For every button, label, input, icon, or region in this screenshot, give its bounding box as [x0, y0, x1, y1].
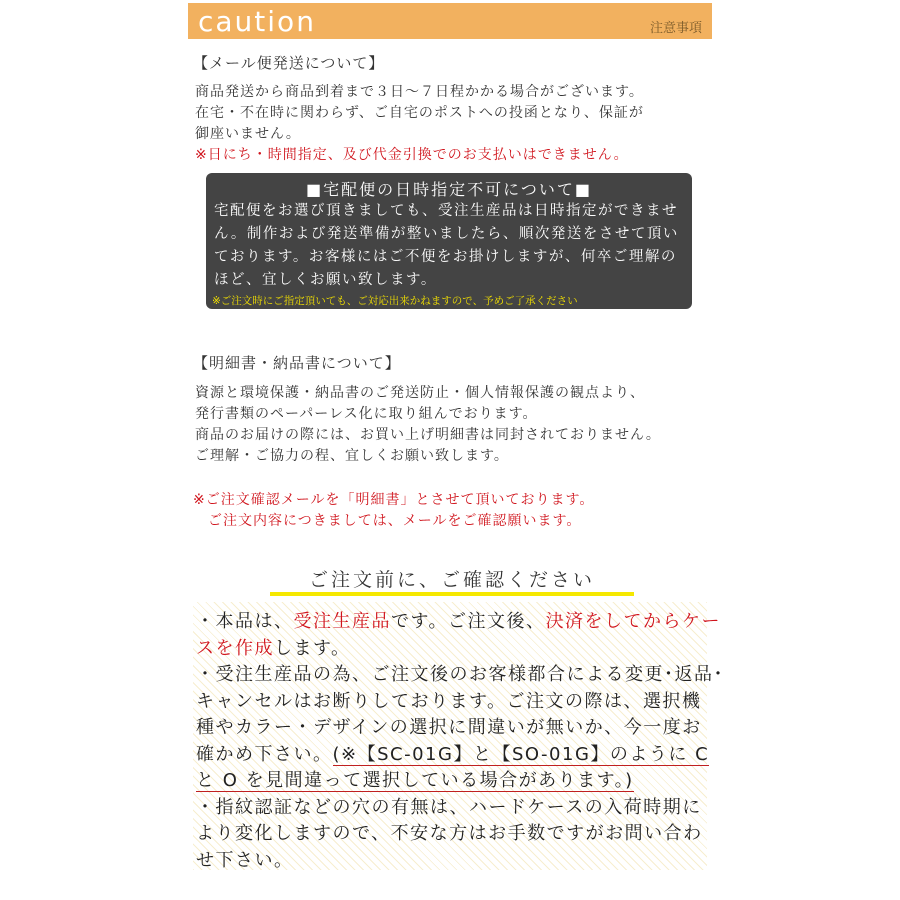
- takuhai-note: ※ご注文時にご指定頂いても、ご対応出来かねますので、予めご了承ください: [212, 295, 578, 307]
- confirm-line: ・受注生産品の為、ご注文後のお客様都合による変更･返品･: [196, 664, 724, 685]
- invoice-line: 商品のお届けの際には、お買い上げ明細書は同封されておりません。: [195, 427, 661, 443]
- header-subtitle: 注意事項: [649, 21, 702, 36]
- confirm-underline: [270, 592, 634, 596]
- invoice-line: 発行書類のペーパーレス化に取り組んでおります。: [195, 406, 538, 422]
- underlined-example: (※【SC-01G】と【SO-01G】のように C: [332, 743, 710, 765]
- takuhai-line: 宅配便をお選び頂きましても、受注生産品は日時指定ができませ: [214, 203, 678, 219]
- invoice-notes: [193, 490, 594, 532]
- mail-line: 在宅・不在時に関わらず、ご自宅のポストへの投函となり、保証が: [195, 105, 644, 121]
- mail-text: [195, 82, 644, 166]
- takuhai-line: ほど、宜しくお願い致します。: [214, 272, 437, 288]
- text-segment: ・本品は、: [196, 611, 294, 632]
- text-segment: です。ご注文後、: [391, 611, 546, 632]
- highlight-create: スを作成: [196, 637, 274, 659]
- confirm-line: キャンセルはお断りしております。ご注文の際は、選択機: [196, 690, 702, 712]
- highlight-payment: 決済をしてからケー: [545, 611, 722, 632]
- takuhai-title: ■宅配便の日時指定不可について■: [306, 180, 592, 199]
- mail-heading: 【メール便発送について】: [193, 54, 385, 72]
- confirm-line: ・指紋認証などの穴の有無は、ハードケースの入荷時期に: [196, 796, 702, 818]
- confirm-line: より変化しますので、不安な方はお手数ですがお問い合わ: [196, 823, 703, 844]
- confirm-line-1: [196, 609, 724, 636]
- invoice-heading: 【明細書・納品書について】: [193, 354, 401, 372]
- caution-header: [188, 3, 712, 39]
- confirm-body: [196, 609, 724, 874]
- takuhai-line: ん。制作および発送準備が整いましたら、順次発送をさせて頂い: [214, 226, 679, 242]
- takuhai-notice-box: [206, 173, 692, 309]
- mail-warning: ※日にち・時間指定、及び代金引換でのお支払いはできません。: [195, 147, 629, 163]
- text-segment: 確かめ下さい。: [196, 743, 333, 765]
- confirm-heading: ご注文前に、ご確認ください: [308, 569, 595, 591]
- confirm-line: [196, 768, 724, 795]
- confirm-line: せ下さい。: [196, 849, 294, 871]
- mail-line: 御座いません。: [195, 126, 301, 142]
- mail-line: 商品発送から商品到着まで３日～７日程かかる場合がございます。: [195, 84, 644, 100]
- invoice-note: ご注文内容につきましては、メールをご確認願います。: [193, 513, 582, 529]
- text-segment: します。: [274, 637, 351, 659]
- underlined-example: と O を見間違って選択している場合があります。): [196, 770, 634, 791]
- invoice-note: ※ご注文確認メールを「明細書」とさせて頂いております。: [193, 492, 595, 508]
- confirm-line: [196, 742, 724, 769]
- confirm-line-2: [196, 636, 724, 663]
- confirm-line: 種やカラー・デザインの選択に間違いが無いか、今一度お: [196, 717, 702, 738]
- takuhai-line: ております。お客様にはご不便をお掛けしますが、何卒ご理解の: [214, 249, 677, 265]
- invoice-text: [195, 383, 661, 467]
- header-title: caution: [198, 5, 316, 38]
- invoice-line: 資源と環境保護・納品書のご発送防止・個人情報保護の観点より、: [195, 385, 645, 401]
- invoice-line: ご理解・ご協力の程、宜しくお願い致します。: [195, 448, 509, 464]
- highlight-made-to-order: 受注生産品: [293, 611, 391, 632]
